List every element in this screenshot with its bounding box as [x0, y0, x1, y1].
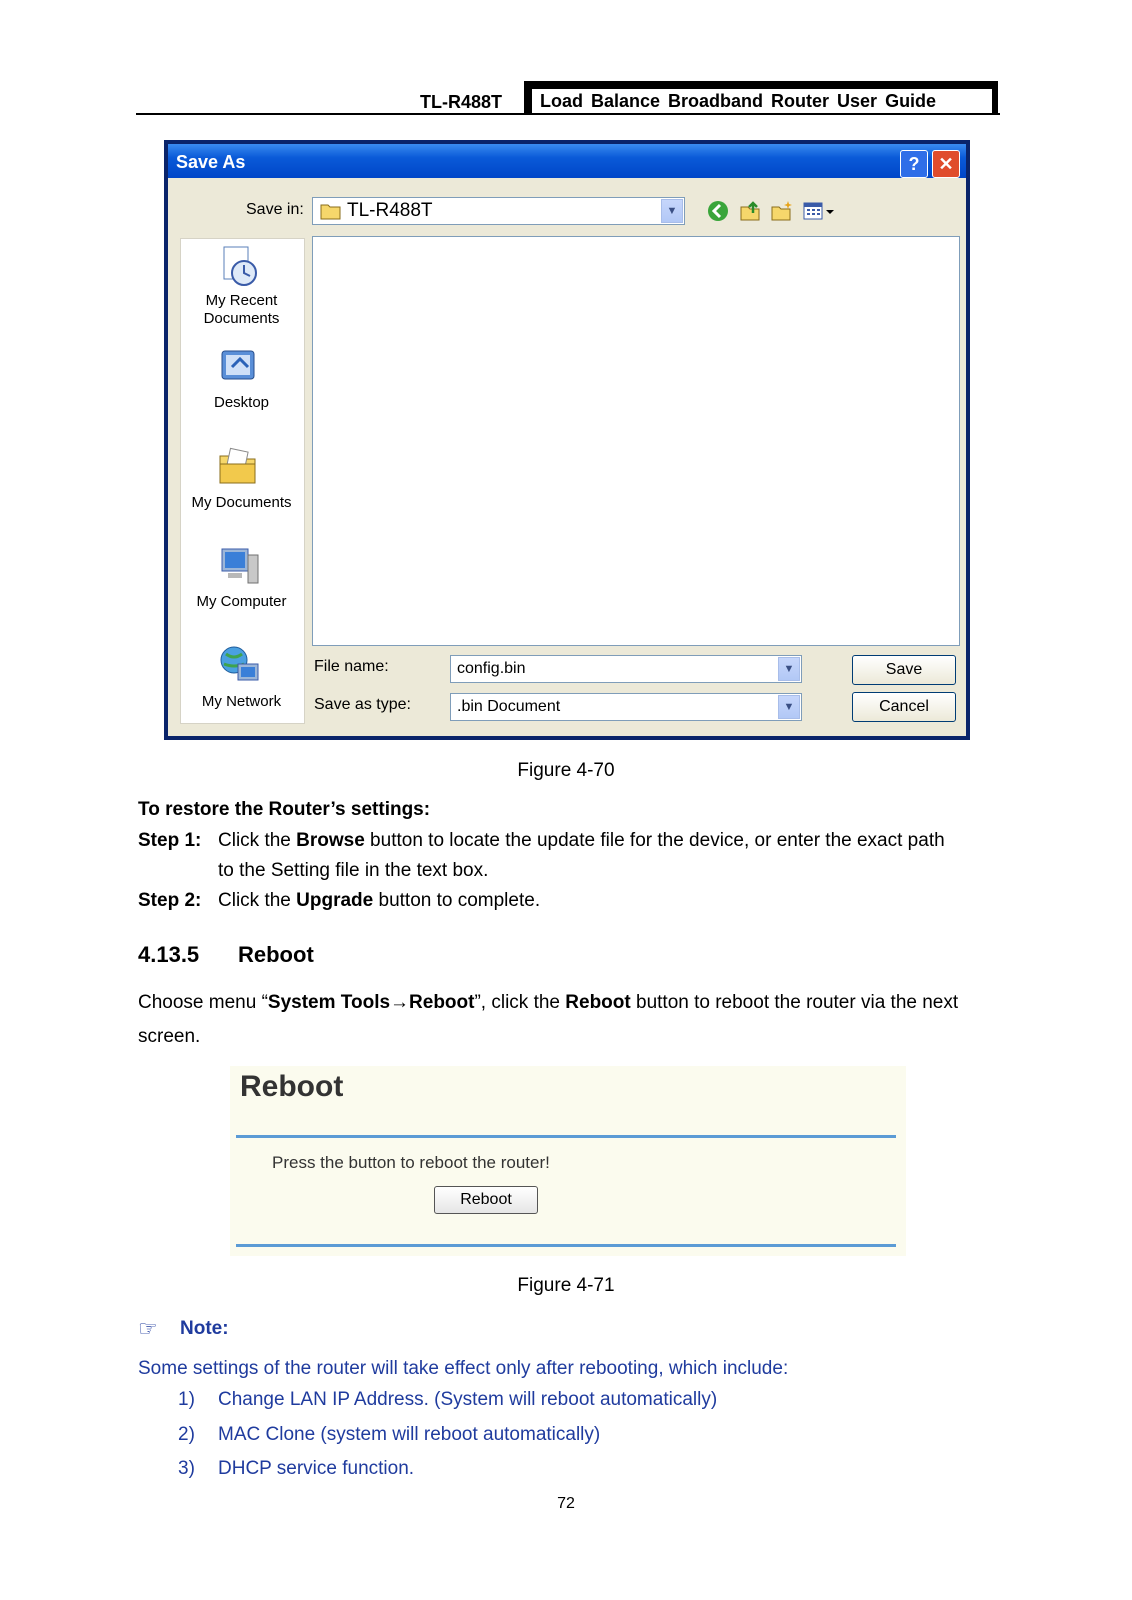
- place-desktop-label[interactable]: Desktop: [213, 394, 270, 411]
- note-item-text: Change LAN IP Address. (System will reboot automatically): [218, 1389, 718, 1410]
- reboot-panel-divider-top: [236, 1135, 896, 1138]
- figure-71-caption: Figure 4-71: [517, 1275, 615, 1296]
- step1-text: Click the Browse button to locate the update file for the device, or enter the exact path: [218, 830, 945, 851]
- save-type-value: .bin Document: [457, 698, 561, 715]
- header-title: Load Balance Broadband Router User Guide: [532, 89, 992, 113]
- save-type-label: Save as type:: [314, 696, 411, 713]
- note-label: Note:: [180, 1318, 229, 1339]
- recent-documents-icon[interactable]: [218, 245, 262, 289]
- step2-text: Click the Upgrade button to complete.: [218, 890, 541, 911]
- reboot-button[interactable]: Reboot: [434, 1186, 538, 1214]
- section-title: Reboot: [238, 942, 314, 967]
- file-list[interactable]: [312, 236, 960, 646]
- header-model: TL-R488T: [420, 92, 503, 112]
- step2-label: Step 2:: [138, 890, 202, 911]
- step1-label: Step 1:: [138, 830, 202, 851]
- save-in-dropdown-arrow[interactable]: ▼: [661, 199, 683, 223]
- intro-text: Choose menu “System Tools→Reboot”, click the Reboot button to reboot the router via the next: [138, 992, 959, 1013]
- file-name-value: config.bin: [457, 660, 526, 677]
- reboot-panel-text: Press the button to reboot the router!: [272, 1153, 550, 1172]
- note-item-text: MAC Clone (system will reboot automatically): [218, 1424, 601, 1445]
- pointing-hand-icon: ☞: [138, 1316, 158, 1341]
- restore-heading: To restore the Router’s settings:: [138, 799, 431, 820]
- intro-continuation: screen.: [138, 1026, 201, 1047]
- file-name-input[interactable]: [450, 655, 802, 683]
- file-name-label: File name:: [314, 658, 389, 675]
- page-number: 72: [557, 1495, 575, 1512]
- help-button[interactable]: ?: [900, 150, 928, 178]
- save-type-select[interactable]: [450, 693, 802, 721]
- folder-icon: [320, 202, 342, 220]
- up-folder-icon[interactable]: [738, 199, 762, 223]
- place-network-label[interactable]: My Network: [201, 693, 282, 710]
- step1-continuation: to the Setting file in the text box.: [218, 860, 489, 881]
- my-computer-icon[interactable]: [218, 545, 262, 589]
- dialog-title: Save As: [176, 152, 246, 172]
- place-computer-label[interactable]: My Computer: [196, 593, 287, 610]
- place-recent-label[interactable]: My Recent Documents: [203, 292, 280, 327]
- view-menu-icon[interactable]: [802, 199, 836, 223]
- note-text: Some settings of the router will take effect only after rebooting, which include:: [138, 1358, 789, 1379]
- note-item-number: 1): [178, 1389, 195, 1410]
- save-button[interactable]: Save: [852, 655, 956, 685]
- file-name-dropdown-arrow[interactable]: ▼: [778, 657, 800, 681]
- save-type-dropdown-arrow[interactable]: ▼: [778, 695, 800, 719]
- note-item-text: DHCP service function.: [218, 1458, 415, 1479]
- back-icon[interactable]: [706, 199, 730, 223]
- close-button[interactable]: ✕: [932, 150, 960, 178]
- figure-70-caption: Figure 4-70: [517, 760, 615, 781]
- note-item-number: 3): [178, 1458, 195, 1479]
- new-folder-icon[interactable]: [770, 199, 794, 223]
- note-item-number: 2): [178, 1424, 195, 1445]
- place-mydocs-label[interactable]: My Documents: [191, 494, 292, 511]
- save-in-dropdown[interactable]: [312, 197, 685, 225]
- save-in-value: TL-R488T: [347, 200, 433, 221]
- reboot-panel-title: Reboot: [240, 1070, 344, 1103]
- reboot-panel-divider-bottom: [236, 1244, 896, 1247]
- dialog-titlebar[interactable]: [168, 144, 966, 178]
- desktop-icon[interactable]: [218, 345, 262, 389]
- cancel-button[interactable]: Cancel: [852, 692, 956, 722]
- my-documents-icon[interactable]: [216, 444, 260, 488]
- my-network-icon[interactable]: [218, 644, 262, 688]
- section-number: 4.13.5: [138, 942, 200, 967]
- save-in-label: Save in:: [246, 201, 304, 218]
